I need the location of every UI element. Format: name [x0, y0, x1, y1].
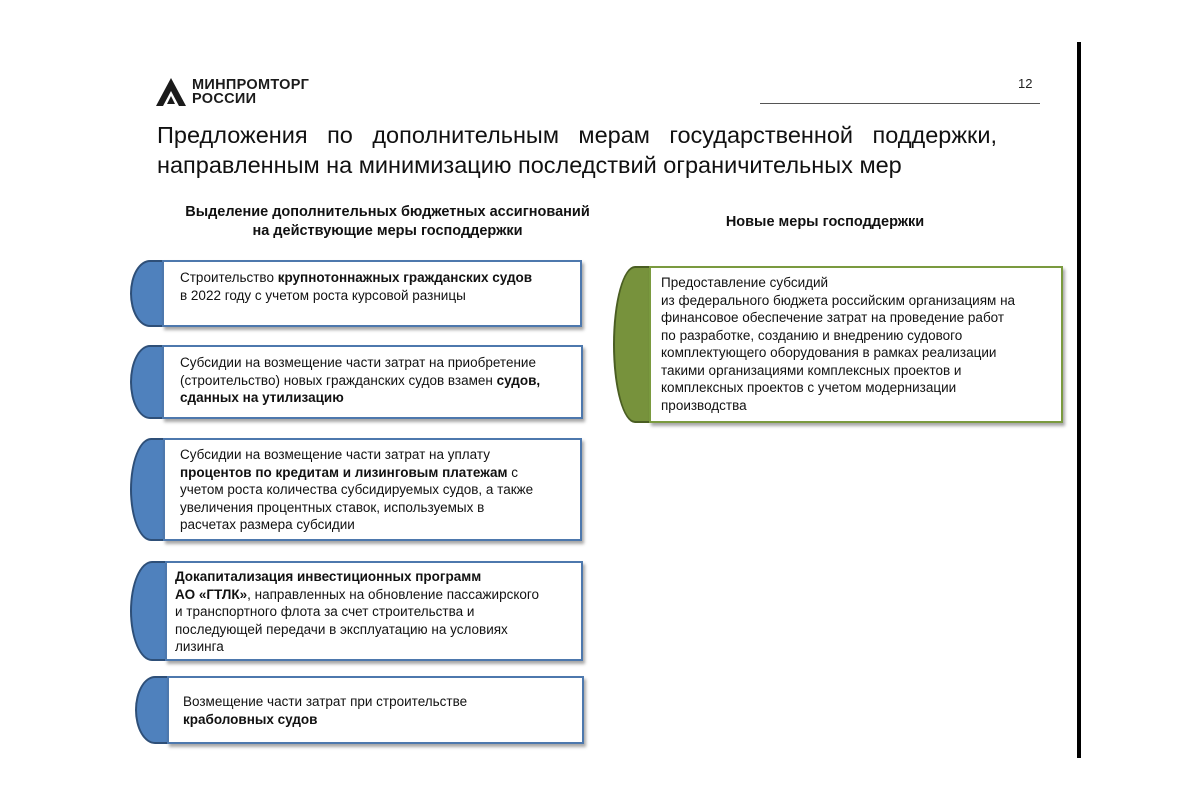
minpromtorg-logo — [155, 77, 309, 107]
card-bold-text: процентов по кредитам и лизинговым платежам — [180, 464, 508, 480]
measure-card-3 — [130, 438, 582, 541]
card-line: Строительство крупнотоннажных гражданских судов — [180, 270, 533, 285]
card-bold-text: судов, — [496, 372, 541, 388]
new-measure-card — [613, 266, 1063, 423]
measure-card-1 — [130, 260, 582, 327]
measure-card-5 — [135, 676, 584, 744]
left-heading-line-1: Выделение дополнительных бюджетных ассигнований — [185, 204, 590, 220]
right-column-heading: Новые меры господдержки — [725, 214, 925, 230]
card-line: последующей передачи в эксплуатацию на условиях — [175, 621, 508, 637]
card-line: Субсидии на возмещение части затрат на приобретение — [180, 355, 536, 370]
card-box — [649, 266, 1063, 423]
card-line: расчетах размера субсидии — [180, 517, 355, 532]
card-box — [165, 561, 583, 661]
measure-card-4 — [130, 561, 583, 661]
logo-line-2: РОССИИ — [192, 91, 257, 107]
card-line: в 2022 году с учетом роста курсовой разницы — [180, 287, 466, 303]
page-title — [157, 120, 997, 180]
right-border-line — [1077, 42, 1081, 758]
card-box — [163, 438, 582, 541]
card-line: учетом роста количества субсидируемых судов, а также — [180, 482, 534, 497]
card-bold-text: краболовных судов — [183, 711, 318, 727]
card-line: производства — [661, 397, 747, 413]
card-line: и транспортного флота за счет строительства и — [175, 604, 475, 619]
logo-triangle-icon — [155, 77, 187, 107]
card-line: финансовое обеспечение затрат на проведение работ — [661, 310, 1005, 325]
card-bold-text: Докапитализация инвестиционных программ — [175, 569, 482, 584]
card-box — [162, 345, 583, 419]
card-line: по разработке, созданию и внедрению судового — [661, 327, 963, 343]
card-line — [183, 711, 572, 729]
card-box — [162, 260, 582, 327]
card-line: из федерального бюджета российским организациям на — [661, 292, 1016, 308]
card-line — [175, 568, 571, 586]
card-bold-text: сданных на утилизацию — [180, 390, 344, 405]
card-box — [167, 676, 584, 744]
card-line: Возмещение части затрат при строительстве — [183, 694, 468, 709]
card-line: Предоставление субсидий — [661, 275, 829, 290]
card-line: АО «ГТЛК», направленных на обновление пассажирского — [175, 586, 540, 602]
measure-card-2 — [130, 345, 583, 419]
card-line: Субсидии на возмещение части затрат на уплату — [180, 447, 490, 462]
page-number: 12 — [1018, 76, 1033, 91]
logo-text — [192, 78, 309, 106]
title-line-1: Предложения по дополнительным мерам государственной поддержки, — [157, 122, 997, 148]
logo-line-1: МИНПРОМТОРГ — [192, 77, 310, 93]
header-divider — [760, 103, 1040, 104]
card-line: (строительство) новых гражданских судов взамен судов, — [180, 372, 541, 388]
card-bold-text: АО «ГТЛК» — [175, 586, 248, 602]
card-line: лизинга — [175, 639, 224, 654]
card-line: комплектующего оборудования в рамках реализации — [661, 345, 997, 360]
card-line: такими организациями комплексных проектов и — [661, 362, 962, 378]
title-line-2: направленным на минимизацию последствий ограничительных мер — [157, 152, 902, 178]
card-line: увеличения процентных ставок, используемых в — [180, 499, 485, 515]
card-bold-text: крупнотоннажных гражданских судов — [277, 270, 533, 285]
card-line — [180, 389, 571, 407]
left-column-heading — [155, 203, 620, 241]
card-line: комплексных проектов с учетом модернизации — [661, 380, 957, 395]
left-heading-line-2: на действующие меры господдержки — [252, 223, 523, 239]
card-line: процентов по кредитам и лизинговым платежам с — [180, 464, 518, 480]
